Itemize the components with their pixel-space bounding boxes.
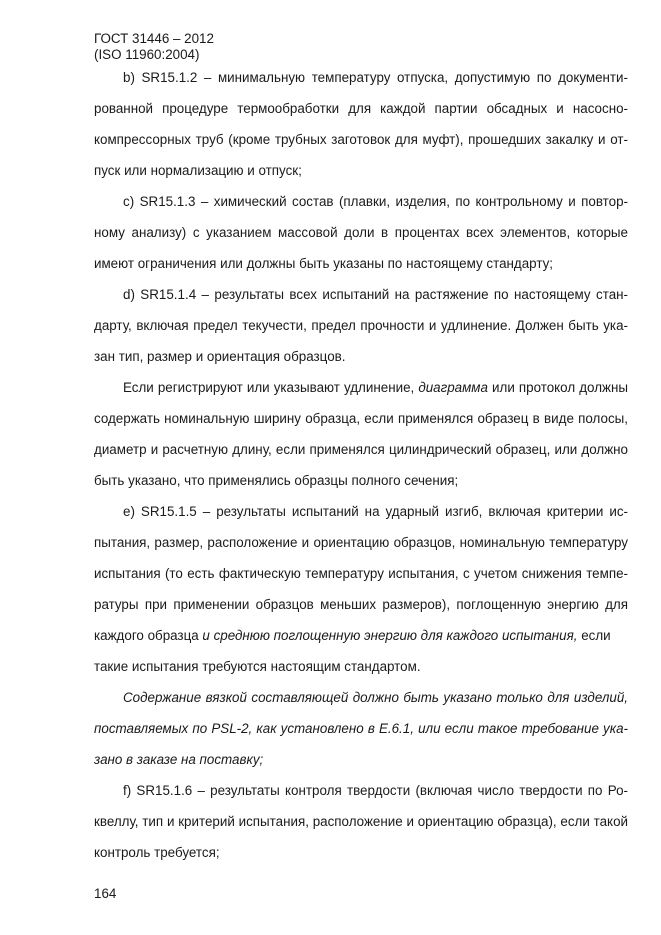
text-run: или протокол должны	[487, 380, 628, 395]
text-line: c) SR15.1.3 – химический состав (плавки, изделия, по контрольному и повтор-	[123, 194, 628, 209]
text-line: e) SR15.1.5 – результаты испытаний на ударный изгиб, включая критерии ис-	[123, 504, 628, 519]
text-line: содержать номинальную ширину образца, если применялся образец в виде полосы,	[94, 411, 628, 426]
document-header	[94, 31, 214, 63]
body-text	[94, 62, 628, 868]
text-line: дарту, включая предел текучести, предел прочности и удлинение. Должен быть ука-	[94, 318, 628, 333]
text-line: поставляемых по PSL-2, как установлено в Е.6.1, или если такое требование ука-	[94, 721, 628, 736]
text-line: квеллу, тип и критерий испытания, расположение и ориентацию образца), если такой	[94, 814, 628, 829]
text-line: зано в заказе на поставку;	[94, 752, 264, 767]
page-number: 164	[94, 886, 117, 901]
text-line: контроль требуется;	[94, 845, 220, 860]
text-line: d) SR15.1.4 – результаты всех испытаний на растяжение по настоящему стан-	[123, 287, 628, 302]
text-line	[94, 620, 628, 651]
paragraph-f	[94, 775, 628, 868]
text-line: диаметр и расчетную длину, если применялся цилиндрический образец, или должно	[94, 442, 628, 457]
text-line: такие испытания требуются настоящим стандартом.	[94, 659, 421, 674]
text-line: пуск или нормализацию и отпуск;	[94, 163, 302, 178]
text-line: имеют ограничения или должны быть указаны по настоящему стандарту;	[94, 256, 554, 271]
text-line: рованной процедуре термообработки для каждой партии обсадных и насосно-	[94, 101, 628, 116]
text-run: каждого образца	[94, 628, 203, 643]
text-line: пытания, размер, расположение и ориентацию образцов, номинальную температуру	[94, 535, 628, 550]
paragraph-c	[94, 186, 628, 279]
text-line: b) SR15.1.2 – минимальную температуру отпуска, допустимую по документи-	[123, 70, 628, 85]
text-line: Содержание вязкой составляющей должно быть указано только для изделий,	[123, 690, 628, 705]
paragraph-d	[94, 279, 628, 372]
paragraph-e	[94, 496, 628, 682]
text-run: если	[577, 628, 611, 643]
text-run: Если регистрируют или указывают удлинение,	[123, 380, 419, 395]
text-line: ратуры при применении образцов меньших размеров), поглощенную энергию для	[94, 597, 628, 612]
text-line: испытания (то есть фактическую температуру испытания, с учетом снижения темпе-	[94, 566, 628, 581]
text-line: зан тип, размер и ориентация образцов.	[94, 349, 346, 364]
text-line: быть указано, что применялись образцы полного сечения;	[94, 473, 459, 488]
standard-number: ГОСТ 31446 – 2012	[94, 31, 214, 46]
text-line: компрессорных труб (кроме трубных заготовок для муфт), прошедших закалку и от-	[94, 132, 628, 147]
text-line: f) SR15.1.6 – результаты контроля твердости (включая число твердости по Ро-	[123, 783, 628, 798]
italic-term: диаграмма	[418, 380, 488, 395]
paragraph-b	[94, 62, 628, 186]
iso-reference: (ISO 11960:2004)	[94, 47, 200, 62]
paragraph-elongation	[94, 372, 628, 496]
italic-phrase: и среднюю поглощенную энергию для каждого испытания,	[202, 628, 578, 643]
text-line	[94, 372, 628, 403]
text-line: ному анализу) с указанием массовой доли в процентах всех элементов, которые	[94, 225, 628, 240]
paragraph-ductile-fraction	[94, 682, 628, 775]
